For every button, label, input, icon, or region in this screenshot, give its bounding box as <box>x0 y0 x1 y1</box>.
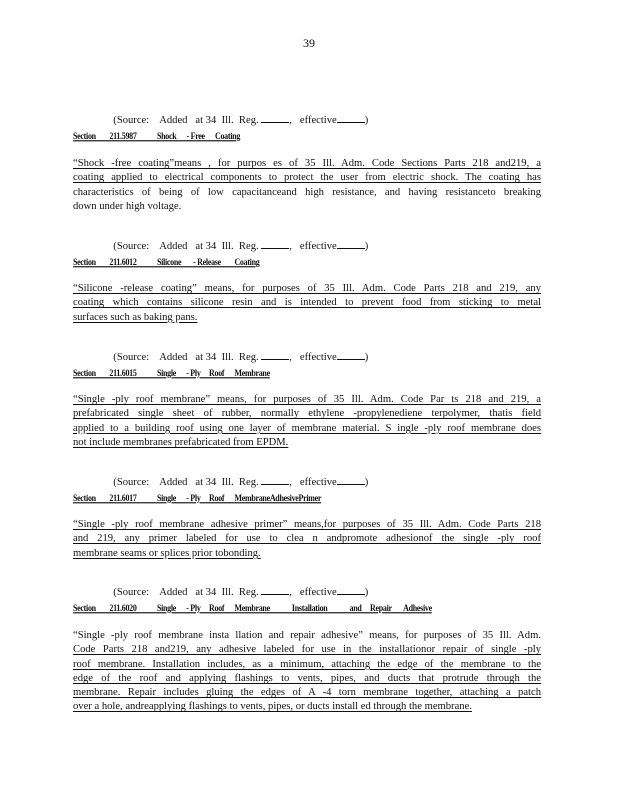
source-note-suffix: ) <box>364 115 369 126</box>
paragraph-line: Code Parts 218 and219, any adhesive labeled for use in the installationor repair of single -ply <box>73 644 541 656</box>
source-note-suffix: ) <box>364 241 369 252</box>
source-note-mid: , effective <box>289 477 337 488</box>
source-note-prefix: (Source: Added at 34 Ill. Reg. <box>113 477 262 488</box>
blank-line <box>337 113 365 123</box>
page-number: 39 <box>303 36 315 50</box>
blank-line <box>337 239 365 249</box>
source-note-suffix: ) <box>364 477 369 488</box>
paragraph-line: applied to a building roof using one layer of membrane material. S ingle -ply roof membrane does <box>73 422 541 434</box>
source-note-suffix: ) <box>364 352 369 363</box>
source-note-mid: , effective <box>289 587 337 598</box>
paragraph-line: roof membrane. Installation includes, as a minimum, attaching the edge of the membrane to the <box>73 658 541 670</box>
paragraph-line: coating which contains silicone resin and is intended to prevent food from sticking to metal <box>73 297 541 309</box>
paragraph-line: surfaces such as baking pans. <box>73 311 198 323</box>
source-note-suffix: ) <box>364 587 369 598</box>
blank-line <box>261 239 289 249</box>
section-heading: Section 211.6012 Silicone - Release Coating <box>73 257 260 268</box>
paragraph-line: prefabricated single sheet of rubber, normally ethylene -propylenediene terpolymer, thatis field <box>73 408 541 420</box>
blank-line <box>261 585 289 595</box>
paragraph-line: “Single -ply roof membrane adhesive primer” means,for purposes of 35 Ill. Adm. Code Parts 218 <box>73 519 541 530</box>
definition-paragraph <box>73 282 541 325</box>
definition-paragraph <box>73 393 541 450</box>
source-note-prefix: (Source: Added at 34 Ill. Reg. <box>113 352 262 363</box>
paragraph-line: membrane seams or splices prior tobonding. <box>73 547 261 559</box>
definition-paragraph <box>73 518 541 561</box>
paragraph-line: “Single -ply roof membrane insta llation and repair adhesive” means, for purposes of 35 Ill. Adm. <box>73 630 541 641</box>
paragraph-line: edge of the roof and applying flashings to vents, pipes, and ducts that protrude through the <box>73 672 541 684</box>
blank-line <box>261 475 289 485</box>
paragraph-line: “Shock -free coating”means , for purpos es of 35 Ill. Adm. Code Sections Parts 218 and219, a <box>73 158 541 169</box>
section-heading: Section 211.6015 Single - Ply Roof Membrane <box>73 368 270 379</box>
source-note-prefix: (Source: Added at 34 Ill. Reg. <box>113 115 262 126</box>
blank-line <box>337 350 365 360</box>
definition-paragraph <box>73 629 541 715</box>
paragraph-line: coating applied to electrical components to protect the user from electric shock. The coating has <box>73 172 541 184</box>
paragraph-line: over a hole, andreapplying flashings to vents, pipes, or ducts install ed through the membrane. <box>73 701 472 713</box>
section-heading: Section 211.5987 Shock - Free Coating <box>73 131 241 142</box>
definition-paragraph <box>73 157 541 214</box>
paragraph-line: “Single -ply roof membrane” means, for purposes of 35 Ill. Adm. Code Par ts 218 and 219, a <box>73 394 541 405</box>
paragraph-line: and 219, any primer labeled for use to clea n andpromote adhesionof the single -ply roof <box>73 533 541 545</box>
paragraph-line: characteristics of being of low capacitanceand high resistance, and having resistanceto breaking <box>73 186 541 198</box>
section-heading: Section 211.6020 Single - Ply Roof Membrane Installation and Repair Adhesive <box>73 603 432 614</box>
source-note <box>108 102 368 126</box>
source-note-mid: , effective <box>289 115 337 126</box>
paragraph-line: down under high voltage. <box>73 200 182 212</box>
blank-line <box>261 350 289 360</box>
source-note-prefix: (Source: Added at 34 Ill. Reg. <box>113 241 262 252</box>
source-note-mid: , effective <box>289 241 337 252</box>
source-note <box>108 228 368 252</box>
paragraph-line: not include membranes prefabricated from EPDM. <box>73 436 289 448</box>
source-note-prefix: (Source: Added at 34 Ill. Reg. <box>113 587 262 598</box>
paragraph-line: membrane. Repair includes gluing the edges of A -4 torn membrane together, attaching a patch <box>73 687 541 699</box>
source-note-mid: , effective <box>289 352 337 363</box>
blank-line <box>337 475 365 485</box>
blank-line <box>261 113 289 123</box>
source-note <box>108 464 368 488</box>
blank-line <box>337 585 365 595</box>
paragraph-line: “Silicone -release coating” means, for purposes of 35 Ill. Adm. Code Parts 218 and 219, any <box>73 283 541 294</box>
section-heading: Section 211.6017 Single - Ply Roof MembraneAdhesivePrimer <box>73 493 322 504</box>
source-note <box>108 339 368 363</box>
source-note <box>108 574 368 598</box>
